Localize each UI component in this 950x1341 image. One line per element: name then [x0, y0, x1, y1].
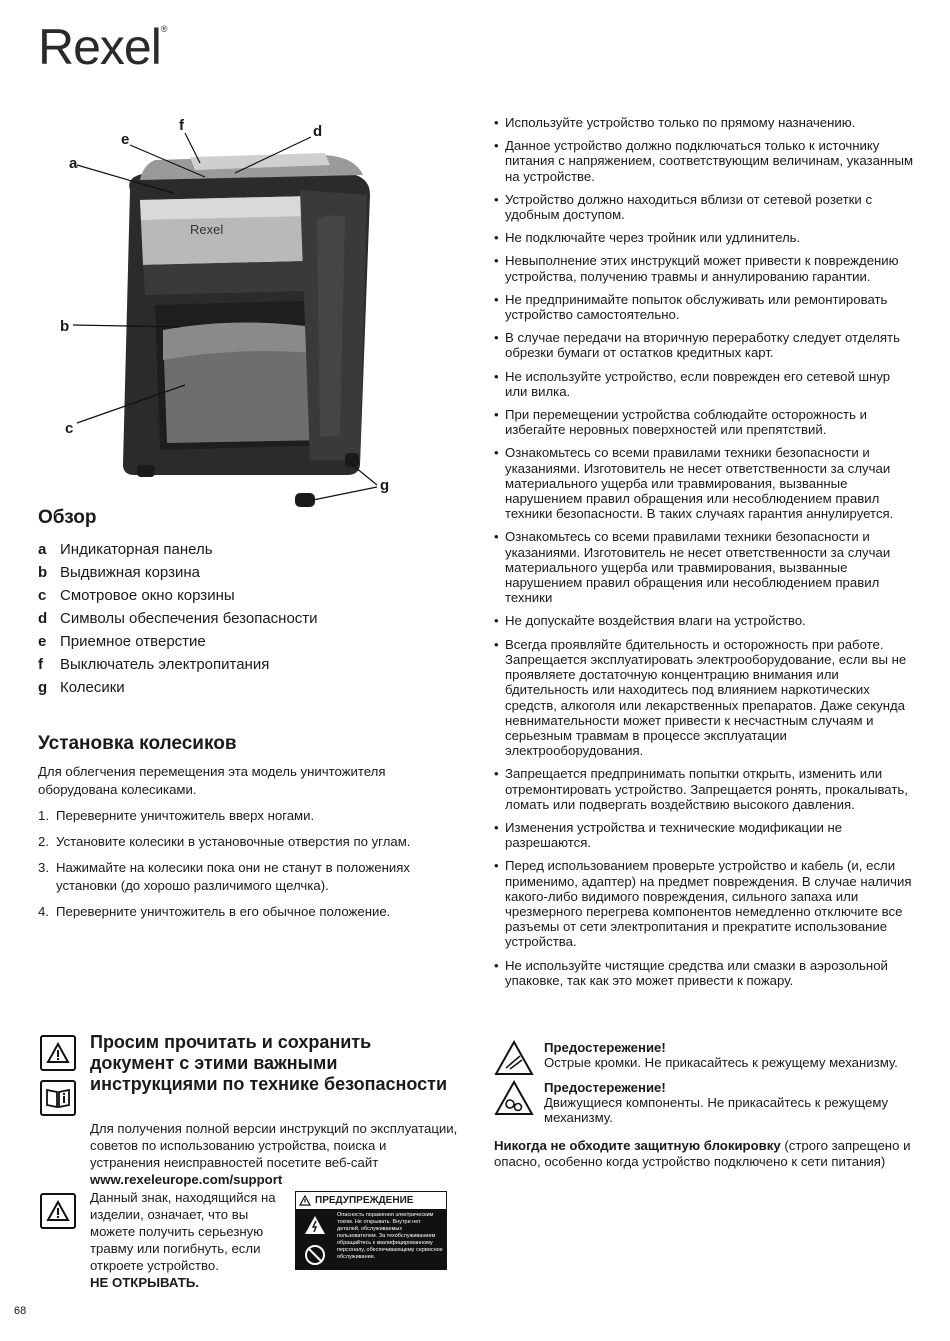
bullet-text: В случае передачи на вторичную переработку следует отделять обрезки бумаги от остатков кредитных карт.: [505, 330, 900, 361]
bullet-item: [494, 858, 914, 949]
bullet-dot: •: [494, 191, 499, 207]
bullet-dot: •: [494, 957, 499, 973]
device-brand-label: Rexel: [190, 222, 224, 237]
overview-legend: [38, 538, 458, 699]
support-link[interactable]: www.rexeleurope.com/support: [90, 1172, 283, 1187]
caution-text: Острые кромки. Не прикасайтесь к режущему механизму.: [544, 1055, 898, 1071]
shredder-illustration: [55, 115, 425, 515]
bullet-item: [494, 958, 914, 988]
danger-description: Данный знак, находящийся на изделии, означает, что вы можете получить серьезную травму или погибнуть, если откроете устройство.: [90, 1190, 276, 1273]
bullet-dot: •: [494, 766, 499, 782]
callout-b: b: [60, 318, 70, 335]
bullet-dot: •: [494, 529, 499, 545]
caution-item: [494, 1040, 914, 1076]
step-number: 2.: [38, 834, 49, 849]
bullet-dot: •: [494, 230, 499, 246]
step-text: Переверните уничтожитель в его обычное положение.: [56, 904, 391, 919]
legend-label: Приемное отверстие: [60, 633, 206, 650]
legend-item: [38, 538, 458, 561]
step-item: [38, 807, 458, 825]
legend-label: Индикаторная панель: [60, 541, 213, 558]
bullet-dot: •: [494, 407, 499, 423]
sharp-edges-icon: [494, 1040, 534, 1076]
wheels-title: Установка колесиков: [38, 733, 237, 754]
page-number: 68: [14, 1305, 27, 1317]
step-item: [38, 833, 458, 851]
bullet-item: [494, 445, 914, 521]
bullet-item: [494, 330, 914, 360]
legend-item: [38, 607, 458, 630]
bullet-text: При перемещении устройства соблюдайте осторожность и избегайте неровных поверхностей или препятствий.: [505, 407, 867, 438]
bullet-item: [494, 115, 914, 130]
callout-f: f: [179, 117, 184, 134]
bullet-dot: •: [494, 253, 499, 269]
safety-text: [90, 1120, 460, 1188]
legend-label: Смотровое окно корзины: [60, 587, 235, 604]
warning-label-body: [296, 1210, 446, 1270]
legend-key: b: [38, 564, 48, 581]
bullet-dot: •: [494, 291, 499, 307]
legend-key: c: [38, 587, 47, 604]
bullet-text: Не допускайте воздействия влаги на устройство.: [505, 613, 806, 629]
legend-item: [38, 561, 458, 584]
bullet-item: [494, 192, 914, 222]
manual-info-icon: [40, 1080, 76, 1116]
wheels-steps: [38, 807, 458, 921]
bullet-item: [494, 230, 914, 245]
caution-item: [494, 1080, 914, 1126]
bullet-item: [494, 613, 914, 628]
caution-text: Движущиеся компоненты. Не прикасайтесь к режущему механизму.: [544, 1095, 889, 1126]
step-text: Переверните уничтожитель вверх ногами.: [56, 808, 315, 823]
legend-key: a: [38, 541, 47, 558]
legend-item: [38, 584, 458, 607]
legend-key: f: [38, 656, 43, 673]
warning-label-title: ПРЕДУПРЕЖДЕНИЕ: [315, 1195, 414, 1206]
callout-e: e: [121, 131, 130, 148]
bullet-item: [494, 369, 914, 399]
bullet-text: Используйте устройство только по прямому назначению.: [505, 115, 856, 130]
bullet-text: Не используйте чистящие средства или смазки в аэрозольной упаковке, так как это может привести к пожару.: [505, 957, 888, 988]
legend-key: d: [38, 610, 48, 627]
never-bypass-bold: Никогда не обходите защитную блокировку: [494, 1138, 781, 1153]
legend-key: e: [38, 633, 47, 650]
bullet-dot: •: [494, 819, 499, 835]
bullet-dot: •: [494, 445, 499, 461]
bullet-text: Данное устройство должно подключаться только к источнику питания с напряжением, соответствующим величинам, указанным на устройстве.: [505, 138, 914, 184]
wheels-section: [38, 735, 458, 921]
step-item: [38, 859, 458, 895]
step-text: Нажимайте на колесики пока они не станут в положениях установки (до хорошо различимого щелчка).: [56, 860, 411, 893]
bullet-text: Устройство должно находиться вблизи от сетевой розетки с удобным доступом.: [505, 191, 873, 223]
step-text: Установите колесики в установочные отверстия по углам.: [56, 834, 411, 849]
electric-shock-icon: [304, 1215, 326, 1235]
bullet-dot: •: [494, 613, 499, 629]
bullet-text: Ознакомьтесь со всеми правилами техники безопасности и указаниями. Изготовитель не несет ответственности за случаи материального ущерба или травмирования, вызванные нарушением правил обращения или несоблюдением правил техники безопасности. В таких случаях гарантия аннулируется.: [505, 445, 894, 522]
callout-c: c: [65, 420, 74, 437]
bullet-item: [494, 637, 914, 759]
overview-title: Обзор: [38, 507, 97, 528]
bullet-text: Перед использованием проверьте устройство и кабель (и, если применимо, адаптер) на предмет повреждения. В случае наличия какого-либо видимого повреждения, сильного запаха или чрезмерного перегрева компонентов немедленно отключите все разъемы от сети электропитания и прекратите использование устройства.: [505, 858, 912, 950]
warning-label-header: [296, 1192, 446, 1210]
bullet-text: Изменения устройства и технические модификации не разрешаются.: [505, 819, 843, 851]
legend-label: Выключатель электропитания: [60, 656, 270, 673]
safety-title: Просим прочитать и сохранить документ с этими важными инструкциями по технике безопасности: [90, 1032, 448, 1094]
bullet-text: Всегда проявляйте бдительность и осторожность при работе. Запрещается эксплуатировать электрооборудование, если вы не проявляете достаточную концентрацию внимания или бдительность или находитесь под влиянием наркотических средств, алкоголя или лекарственных препаратов. Даже секунда невнимательности может привести к несчастным случаям и серьезным травмам в процессе эксплуатации электрооборудования.: [505, 636, 907, 759]
safety-text-pre: Для получения полной версии инструкций по эксплуатации, советов по использованию устройства, поиска и устранения неисправностей посетите веб-сайт: [90, 1121, 458, 1170]
danger-warning-icon: [40, 1193, 76, 1229]
legend-item: [38, 630, 458, 653]
bullet-dot: •: [494, 858, 499, 874]
legend-item: [38, 653, 458, 676]
legend-key: g: [38, 679, 48, 696]
warning-label-text: Опасность поражения электрическим током. Не открывать. Внутри нет деталей, обслуживаемых пользователем. За техобслуживанием обращайтесь к квалифицированному персоналу, обеспечивающему сервисное обслуживание.: [334, 1210, 446, 1270]
bullet-item: [494, 529, 914, 605]
bullet-dot: •: [494, 115, 499, 130]
never-bypass-note: [494, 1138, 914, 1170]
logo-text: Rexel: [38, 19, 161, 75]
bullet-item: [494, 253, 914, 283]
no-open-hand-icon: [303, 1244, 327, 1266]
bullet-dot: •: [494, 636, 499, 652]
callout-a: a: [69, 155, 78, 172]
bullet-text: Не используйте устройство, если поврежден его сетевой шнур или вилка.: [505, 368, 891, 399]
bullet-item: [494, 292, 914, 322]
legend-label: Символы обеспечения безопасности: [60, 610, 318, 627]
moving-parts-icon: [494, 1080, 534, 1116]
safety-bullets: [494, 115, 914, 996]
danger-text: [90, 1189, 290, 1291]
bullet-dot: •: [494, 330, 499, 346]
warning-label: [295, 1191, 447, 1270]
rexel-logo: [38, 18, 166, 76]
bullet-text: Невыполнение этих инструкций может привести к повреждению устройства, получению травмы и аннулированию гарантии.: [505, 253, 899, 284]
step-number: 4.: [38, 904, 49, 919]
do-not-open-text: НЕ ОТКРЫВАТЬ.: [90, 1275, 199, 1290]
never-bypass-rest: (строго запрещено и опасно, особенно когда устройство подключено к сети питания): [494, 1138, 911, 1169]
bullet-text: Ознакомьтесь со всеми правилами техники безопасности и указаниями. Изготовитель не несет ответственности за случаи материального ущерба или травмирования, вызванные нарушением правил обращения или несоблюдением правил техники: [505, 529, 891, 606]
callout-g: g: [380, 477, 390, 494]
bullet-item: [494, 407, 914, 437]
bullet-item: [494, 820, 914, 850]
bullet-text: Запрещается предпринимать попытки открыть, изменить или отремонтировать устройство. Запрещается ронять, прокалывать, ломать или подвергать воздействию высокого давления.: [505, 766, 908, 812]
caution-title: Предостережение!: [544, 1080, 666, 1095]
legend-label: Колесики: [60, 679, 125, 696]
step-item: [38, 903, 458, 921]
logo-mark: ®: [160, 24, 167, 34]
callout-d: d: [313, 123, 323, 140]
bullet-dot: •: [494, 368, 499, 384]
caution-title: Предостережение!: [544, 1040, 666, 1055]
legend-item: [38, 676, 458, 699]
label-warning-icon: [299, 1195, 311, 1206]
wheels-intro: Для облегчения перемещения эта модель уничтожителя оборудована колесиками.: [38, 764, 386, 797]
label-icons: [296, 1210, 334, 1270]
bullet-item: [494, 766, 914, 812]
bullet-item: [494, 138, 914, 184]
warning-icon: [40, 1035, 76, 1071]
bullet-dot: •: [494, 138, 499, 154]
bullet-text: Не подключайте через тройник или удлинитель.: [505, 230, 801, 246]
bullet-text: Не предпринимайте попыток обслуживать или ремонтировать устройство самостоятельно.: [505, 291, 888, 323]
step-number: 1.: [38, 808, 49, 823]
cautions: [494, 1040, 914, 1130]
legend-label: Выдвижная корзина: [60, 564, 200, 581]
step-number: 3.: [38, 860, 49, 875]
shredder-drawing: [55, 115, 425, 515]
